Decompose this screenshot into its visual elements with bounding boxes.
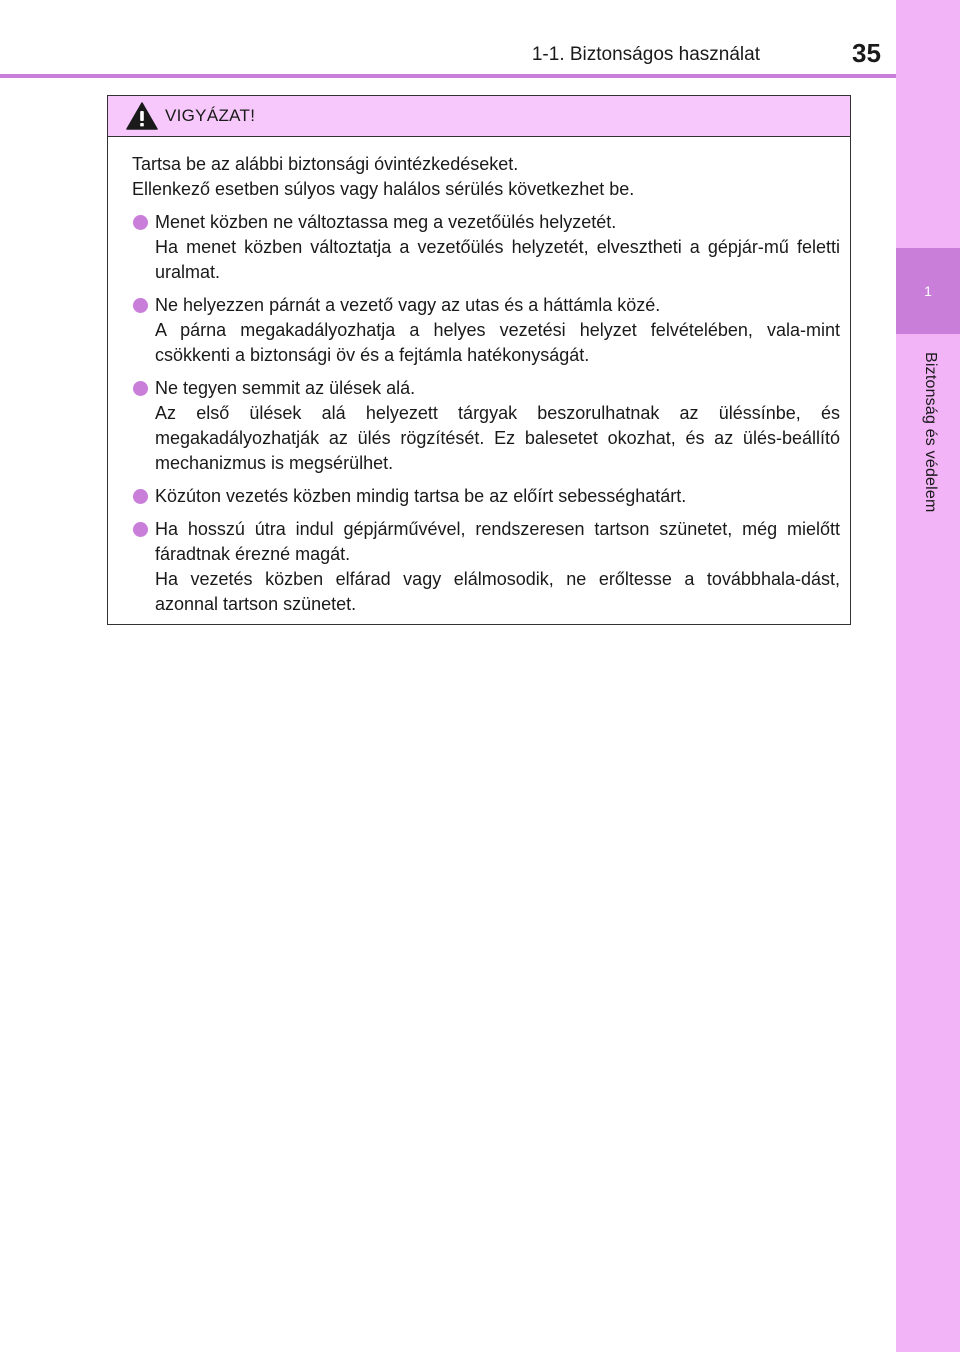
- warning-item: [132, 517, 840, 617]
- bullet-icon: [133, 215, 148, 230]
- chapter-number: 1: [896, 248, 960, 334]
- warning-item: [132, 210, 840, 285]
- warning-item-heading: Ne tegyen semmit az ülések alá.: [155, 378, 416, 398]
- bullet-icon: [133, 522, 148, 537]
- intro-line: Tartsa be az alábbi biztonsági óvintézkedéseket.: [132, 154, 519, 174]
- warning-item-heading: Ha hosszú útra indul gépjárművével, rendszeresen tartson szünetet, még mielőtt fáradtnak érezné magát.: [155, 519, 840, 564]
- warning-body: [108, 137, 850, 617]
- warning-intro: [132, 152, 840, 202]
- bullet-icon: [133, 489, 148, 504]
- warning-item-heading: Ne helyezzen párnát a vezető vagy az utas és a háttámla közé.: [155, 295, 661, 315]
- chapter-title: Biztonság és védelem: [922, 352, 939, 513]
- warning-title: VIGYÁZAT!: [165, 106, 256, 125]
- warning-item: [132, 376, 840, 476]
- warning-item-text: Ha vezetés közben elfárad vagy elálmosodik, ne erőltesse a továbbhala-dást, azonnal tartson szünetet.: [155, 569, 840, 614]
- header-divider: [0, 74, 896, 78]
- warning-item: [132, 293, 840, 368]
- warning-item-heading: Menet közben ne változtassa meg a vezetőülés helyzetét.: [155, 212, 617, 232]
- warning-triangle-icon: [126, 102, 158, 130]
- section-title: 1-1. Biztonságos használat: [531, 44, 760, 65]
- warning-item-heading: Közúton vezetés közben mindig tartsa be az előírt sebességhatárt.: [155, 486, 687, 506]
- intro-line: Ellenkező esetben súlyos vagy halálos sérülés következhet be.: [132, 179, 635, 199]
- chapter-side-tab: [896, 0, 960, 1352]
- warning-box: [107, 95, 851, 625]
- warning-item: [132, 484, 840, 509]
- page-number: 35: [852, 38, 881, 68]
- bullet-icon: [133, 381, 148, 396]
- warning-item-text: Ha menet közben változtatja a vezetőülés helyzetét, elvesztheti a gépjár-mű feletti uralmat.: [155, 237, 840, 282]
- warning-item-text: A párna megakadályozhatja a helyes vezetési helyzet felvételében, vala-mint csökkenti a biztonsági öv és a fejtámla hatékonyságát.: [155, 320, 840, 365]
- warning-item-text: Az első ülések alá helyezett tárgyak beszorulhatnak az üléssínbe, és megakadályozhatják az ülés rögzítését. Ez balesetet okozhat, és az ülés-beállító mechanizmus is megsérülhet.: [155, 403, 840, 473]
- warning-header: [108, 96, 850, 137]
- bullet-icon: [133, 298, 148, 313]
